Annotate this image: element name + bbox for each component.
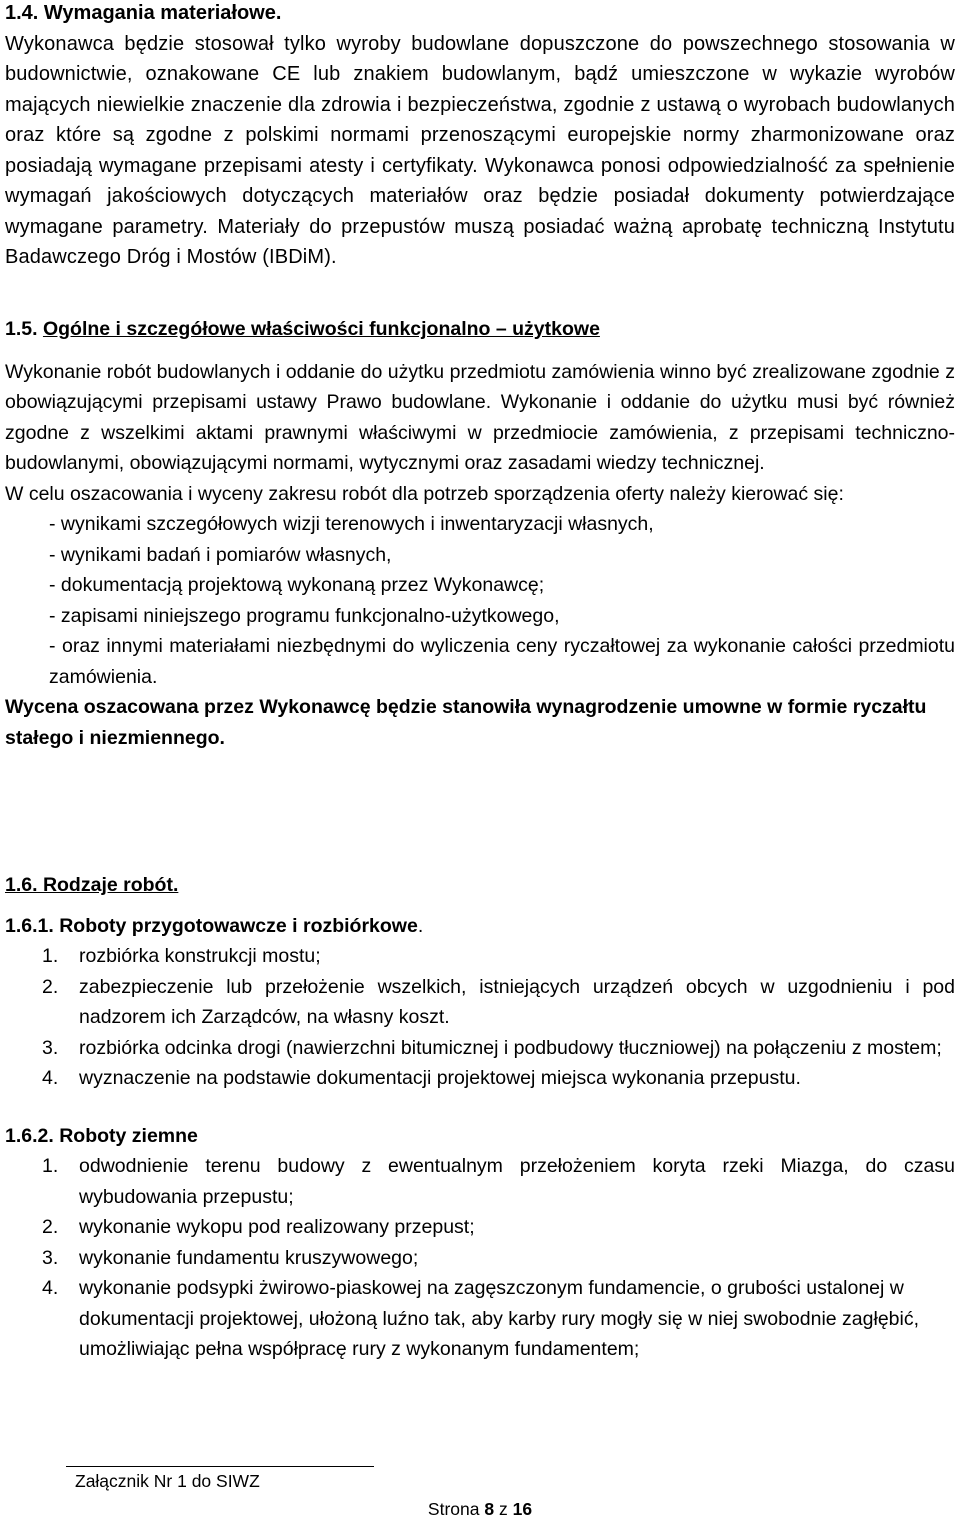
list-number: 4. bbox=[42, 1277, 59, 1299]
numbered-list bbox=[5, 941, 955, 1094]
list-item bbox=[5, 1063, 955, 1094]
annex-label: Załącznik Nr 1 do SIWZ bbox=[75, 1471, 260, 1491]
list-item bbox=[5, 1212, 955, 1243]
section-1-5 bbox=[5, 314, 955, 753]
page-total: 16 bbox=[512, 1499, 533, 1519]
page-word: Strona bbox=[427, 1499, 480, 1519]
list-item bbox=[5, 1151, 955, 1212]
paragraph-text: Wykonawca będzie stosował tylko wyroby budowlane dopuszczone do powszechnego stosowania w budownictwie, oznakowane CE lub znakiem budowlanym, bądź umieszczone w wykazie wyrobów mających niewielkie znaczenie dla zdrowia i bezpieczeństwa, zgodnie z ustawą o wyrobach budowlanych oraz które są zgodne z polskimi normami przenoszącymi europejskie normy zharmonizowane oraz posiadają wymagane przepisami atesty i certyfikaty. bbox=[5, 32, 955, 177]
list-item bbox=[5, 941, 955, 972]
page-of: z bbox=[498, 1499, 508, 1519]
list-text: rozbiórka konstrukcji mostu; bbox=[79, 945, 321, 967]
list-text: wyznaczenie na podstawie dokumentacji projektowej miejsca wykonania przepustu. bbox=[79, 1067, 801, 1089]
list-item: - oraz innymi materiałami niezbędnymi do wyliczenia ceny ryczałtowej za wykonanie całości przedmiotu zamówienia. bbox=[49, 635, 955, 688]
list-number: 4. bbox=[42, 1067, 59, 1089]
list-number: 3. bbox=[42, 1246, 59, 1269]
paragraph-text: Wykonawca ponosi odpowiedzialność za spełnienie wymagań jakościowych dotyczących materiałów oraz będzie posiadał dokumenty potwierdzające wymagane parametry. Materiały do przepustów muszą posiadać ważną aprobatę techniczną Instytutu Badawczego Dróg i Mostów (IBDiM). bbox=[5, 154, 956, 268]
section-heading bbox=[5, 314, 955, 345]
list-text: wykonanie fundamentu kruszywowego; bbox=[79, 1246, 419, 1269]
paragraph: Wykonanie robót budowlanych i oddanie do użytku przedmiotu zamówienia winno być zrealizowane zgodnie z obowiązującymi przepisami ustawy Prawo budowlane. Wykonanie i oddanie do użytku musi być również zgodne z wszelkimi aktami prawnymi właściwymi w przedmiocie zamówienia, z przepisami techniczno-budowlanymi, obowiązującymi normami, wytycznymi oraz zasadami wiedzy technicznej. bbox=[5, 360, 955, 474]
section-title: Ogólne i szczegółowe właściwości funkcjonalno – użytkowe bbox=[42, 318, 600, 340]
criteria-list bbox=[5, 509, 955, 692]
list-number: 1. bbox=[42, 945, 59, 967]
list-item bbox=[5, 1033, 955, 1064]
list-item: - wynikami badań i pomiarów własnych, bbox=[49, 543, 392, 566]
list-number: 2. bbox=[42, 1216, 59, 1238]
list-item bbox=[5, 1243, 955, 1274]
numbered-list bbox=[5, 1151, 955, 1365]
list-text: rozbiórka odcinka drogi (nawierzchni bitumicznej i podbudowy tłuczniowej) na połączeniu z mostem; bbox=[79, 1036, 942, 1059]
list-item: - wynikami szczegółowych wizji terenowych i inwentaryzacji własnych, bbox=[49, 513, 654, 535]
bold-statement: Wycena oszacowana przez Wykonawcę będzie stanowiła wynagrodzenie umowne w formie ryczałtu stałego i niezmiennego. bbox=[5, 696, 927, 749]
list-text: wykonanie wykopu pod realizowany przepust; bbox=[79, 1216, 475, 1238]
paragraph bbox=[5, 29, 955, 273]
section-1-6 bbox=[5, 870, 955, 1365]
list-item bbox=[5, 972, 955, 1033]
list-item: - dokumentacją projektową wykonaną przez Wykonawcę; bbox=[49, 574, 545, 596]
subsection-title-suffix: . bbox=[417, 914, 424, 937]
subsection-1-6-2 bbox=[5, 1121, 955, 1365]
list-item bbox=[5, 1273, 955, 1365]
subsection-1-6-1 bbox=[5, 911, 955, 1094]
subsection-heading: 1.6.2. Roboty ziemne bbox=[5, 1124, 198, 1147]
section-heading: 1.4. Wymagania materiałowe. bbox=[5, 2, 282, 24]
list-item: - zapisami niniejszego programu funkcjonalno-użytkowego, bbox=[49, 604, 560, 627]
section-heading: 1.6. Rodzaje robót. bbox=[5, 874, 179, 896]
paragraph: W celu oszacowania i wyceny zakresu robót dla potrzeb sporządzenia oferty należy kierować się: bbox=[5, 482, 844, 505]
page-current: 8 bbox=[484, 1499, 495, 1519]
list-text: odwodnienie terenu budowy z ewentualnym przełożeniem koryta rzeki Miazga, do czasu wybudowania przepustu; bbox=[79, 1155, 955, 1208]
subsection-title: 1.6.1. Roboty przygotowawcze i rozbiórkowe bbox=[5, 914, 418, 937]
list-number: 3. bbox=[42, 1036, 59, 1059]
list-number: 1. bbox=[42, 1155, 59, 1177]
page-number bbox=[0, 1495, 960, 1523]
list-text: zabezpieczenie lub przełożenie wszelkich, istniejących urządzeń obcych w uzgodnieniu i pod nadzorem ich Zarządców, na własny koszt. bbox=[79, 975, 955, 1028]
subsection-heading bbox=[5, 911, 955, 942]
list-number: 2. bbox=[42, 975, 59, 998]
section-1-4 bbox=[5, 0, 955, 273]
list-text: wykonanie podsypki żwirowo-piaskowej na zagęszczonym fundamencie, o grubości ustalonej w dokumentacji projektowej, ułożoną luźno tak, aby karby rury mogły się w niej swobodnie zagłębić, umożliwiając pełna współpracę rury z wykonanym fundamentem; bbox=[79, 1277, 920, 1360]
section-number: 1.5. bbox=[5, 318, 38, 340]
